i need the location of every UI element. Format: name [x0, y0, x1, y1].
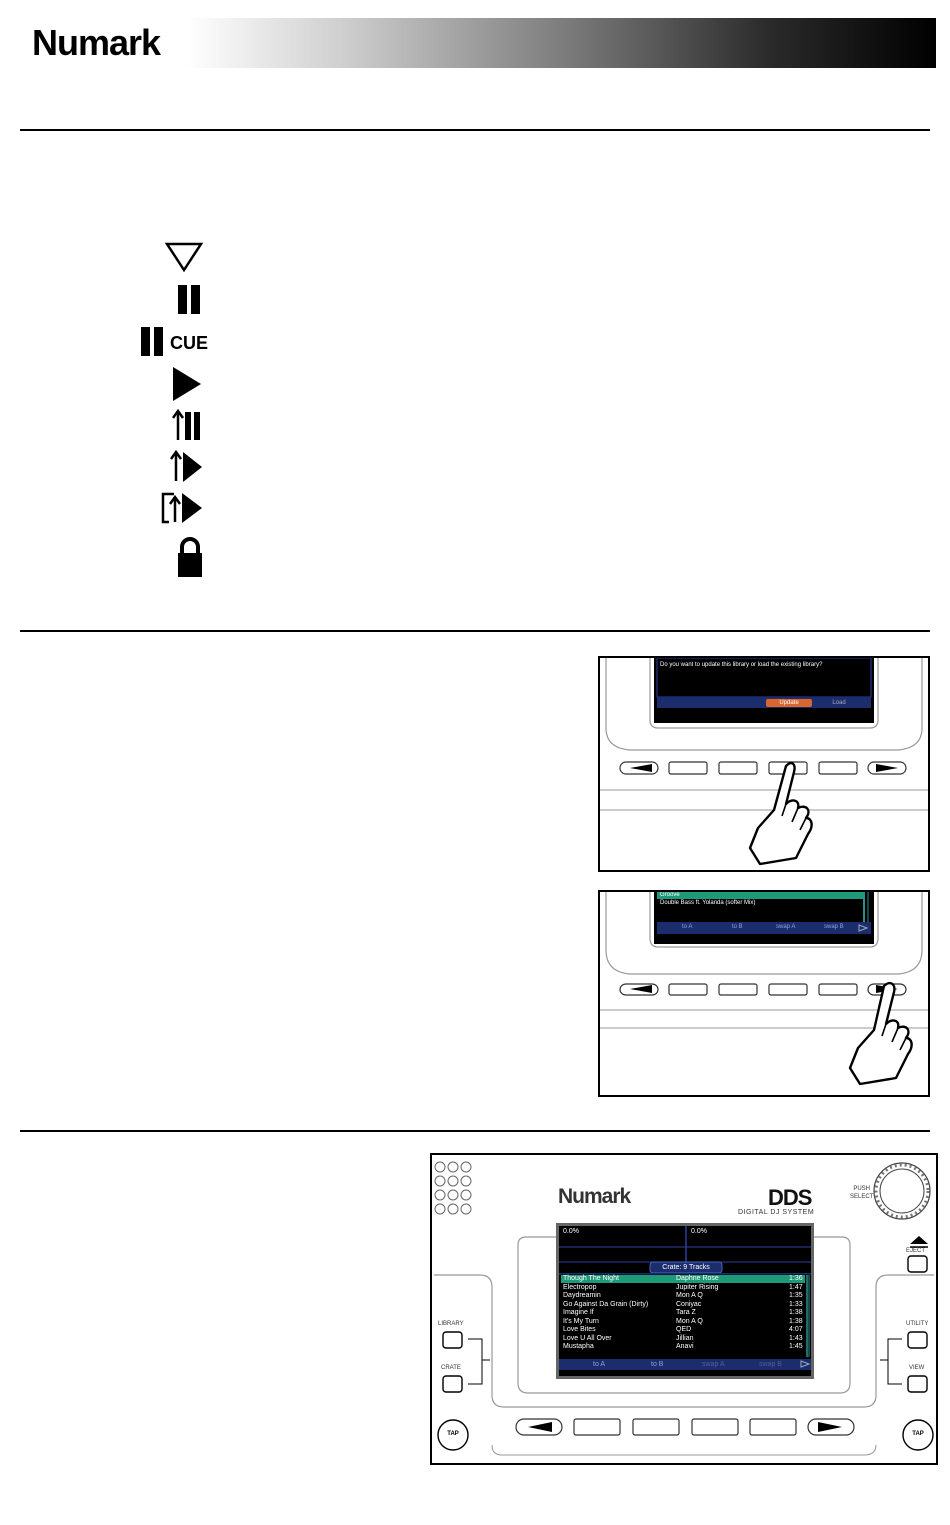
dds-model-logo: DDS: [768, 1185, 812, 1210]
track-title: Daydreamin: [563, 1292, 601, 1299]
track-artist: Tara Z: [676, 1309, 696, 1316]
track-artist: Daphne Rose: [676, 1275, 719, 1282]
track-title: Though The Night: [563, 1275, 619, 1282]
track-row: [563, 1284, 805, 1292]
softkey-swap-b: swap B: [759, 1361, 782, 1368]
view-label: VIEW: [909, 1365, 925, 1371]
track-row: [563, 1318, 805, 1326]
dds-model-subtitle: DIGITAL DJ SYSTEM: [738, 1209, 815, 1216]
utility-label: UTILITY: [906, 1321, 929, 1327]
push-select-label: [850, 1185, 873, 1201]
track-artist: Mon A Q: [676, 1317, 703, 1325]
track-artist: Jillian: [676, 1334, 694, 1342]
track-artist: QED: [676, 1326, 692, 1333]
track-title: Go Against Da Grain (Dirty): [563, 1300, 649, 1308]
section-divider: [20, 129, 930, 131]
track-row: [563, 1301, 805, 1309]
eject-label: EJECT: [906, 1248, 926, 1254]
track-title: Love U All Over: [563, 1334, 612, 1342]
track-title: It's My Turn: [563, 1317, 599, 1325]
track-time: 1:45: [789, 1343, 803, 1350]
crate-label: CRATE: [441, 1365, 461, 1371]
select-label: SELECT: [850, 1194, 874, 1200]
track-row: [563, 1335, 805, 1343]
track-title: Love Bites: [563, 1326, 596, 1333]
softkey-to-a: to A: [593, 1361, 606, 1368]
load-softkey-label: Load: [832, 700, 846, 706]
track-time: 1:38: [789, 1317, 803, 1325]
track-row: [563, 1292, 805, 1300]
softkey-to-b: to B: [732, 924, 743, 930]
track-title: Mustapha: [563, 1343, 594, 1350]
track-title: Imagine If: [563, 1309, 594, 1316]
softkey-to-b: to B: [651, 1361, 664, 1368]
softkey-to-a: to A: [682, 924, 693, 930]
push-label: PUSH: [853, 1186, 870, 1192]
track-time: 1:33: [789, 1300, 803, 1308]
up-arrow-play-icon: [170, 450, 204, 484]
bracket-up-arrow-play-icon: [160, 491, 204, 525]
track-time: 4:07: [789, 1326, 803, 1333]
track-row-groove: Groove: [660, 892, 680, 898]
pause-icon: [176, 284, 204, 316]
pause-cue-icon: [138, 325, 208, 359]
track-time: 1:38: [789, 1309, 803, 1316]
lock-icon: [174, 536, 206, 578]
track-row: [563, 1343, 805, 1351]
pitch-readout-b: 0.0%: [691, 1228, 707, 1235]
track-artist: Anavi: [676, 1343, 694, 1350]
update-softkey-label: Update: [779, 700, 799, 706]
figure-dds-panel: [430, 1153, 938, 1465]
track-artist: Coniyac: [676, 1300, 702, 1308]
softkey-swap-a: swap A: [776, 924, 796, 930]
dds-brand-logo: Numark: [558, 1185, 631, 1208]
tap-right-label: TAP: [912, 1431, 924, 1437]
track-row: [563, 1309, 805, 1317]
cue-label: CUE: [170, 333, 208, 353]
track-time: 1:47: [789, 1283, 803, 1291]
track-title: Electropop: [563, 1283, 597, 1291]
softkey-swap-b: swap B: [824, 924, 844, 930]
track-artist: Mon A Q: [676, 1292, 703, 1299]
figure-swap-softkey: [598, 890, 930, 1097]
track-time: 1:43: [789, 1334, 803, 1342]
softkey-swap-a: swap A: [702, 1361, 725, 1368]
play-icon: [170, 366, 204, 402]
tap-left-label: TAP: [447, 1431, 459, 1437]
track-row-double-bass: Double Bass ft. Yolanda (softer Mix): [660, 900, 756, 906]
up-arrow-pause-icon: [172, 409, 204, 443]
pitch-readout-a: 0.0%: [563, 1228, 579, 1235]
track-row: [563, 1326, 805, 1334]
numark-logo: Numark: [32, 22, 161, 63]
track-row: [563, 1275, 805, 1283]
track-time: 1:35: [789, 1292, 803, 1299]
track-artist: Jupiter Rising: [676, 1283, 719, 1291]
library-label: LIBRARY: [438, 1321, 464, 1327]
crate-title: Crate: 9 Tracks: [662, 1264, 710, 1271]
section-divider: [20, 630, 930, 632]
section-divider: [20, 1130, 930, 1132]
figure-update-library: [598, 656, 930, 872]
track-time: 1:36: [789, 1275, 803, 1282]
update-prompt: Do you want to update this library or load the existing library?: [660, 662, 823, 668]
empty-triangle-icon: [164, 241, 204, 273]
